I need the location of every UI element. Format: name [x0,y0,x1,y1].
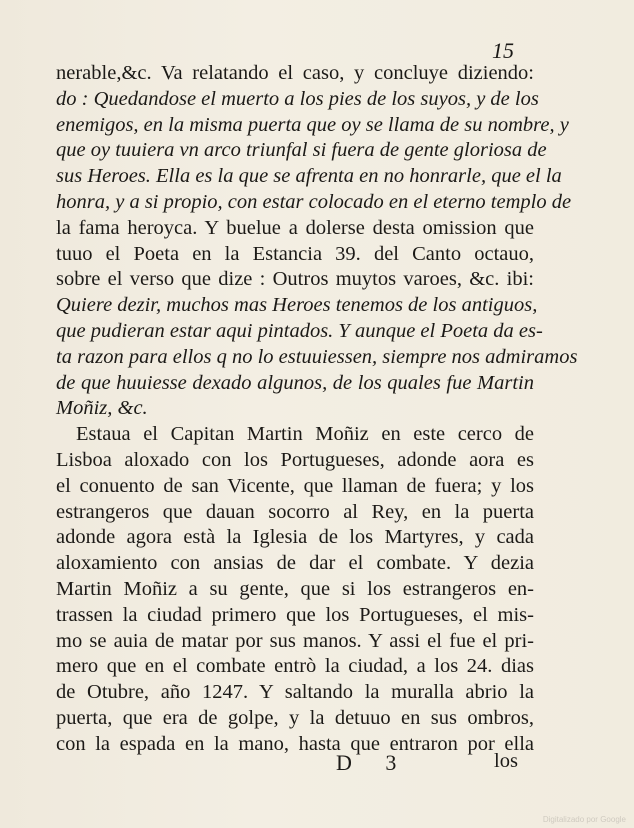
text-line: mero que en el combate entrò la ciudad, a los 24. dias [56,655,534,677]
text-line: la fama heroyca. Y buelue a dolerse desta omission que [56,217,534,239]
text-line: mo se auia de matar por sus manos. Y assi el fue el pri- [56,630,534,652]
text-line: de que huuiesse dexado algunos, de los quales fue Martin [56,372,534,394]
text-line: honra, y a si propio, con estar colocado en el eterno templo de [56,191,572,213]
text-line: ta razon para ellos q no lo estuuiessen, siempre nos admiramos [56,346,578,368]
text-line: sus Heroes. Ella es la que se afrenta en no honrarle, que el la [56,165,562,187]
text-line: sobre el verso que dize : Outros muytos varoes, &c. ibi: [56,268,534,290]
signature-mark: D 3 [336,750,411,775]
text-line: Moñiz, &c. [56,397,148,419]
text-line: Estaua el Capitan Martin Moñiz en este cerco de [76,423,534,445]
text-line: estrangeros que dauan socorro al Rey, en la puerta [56,501,534,523]
text-line: el conuento de san Vicente, que llaman de fuera; y los [56,475,534,497]
text-line: de Otubre, año 1247. Y saltando la muralla abrio la [56,681,534,703]
watermark: Digitalizado por Google [542,815,626,824]
text-line: que oy tuuiera vn arco triunfal si fuera de gente gloriosa de [56,139,547,161]
text-line: Quiere dezir, muchos mas Heroes tenemos de los antiguos, [56,294,538,316]
text-line: que pudieran estar aqui pintados. Y aunque el Poeta da es- [56,320,543,342]
text-line: puerta, que era de golpe, y la detuuo en sus ombros, [56,707,534,729]
text-line: nerable,&c. Va relatando el caso, y concluye diziendo: [56,62,534,84]
text-line: tuuo el Poeta en la Estancia 39. del Canto octauo, [56,243,534,265]
text-line: aloxamiento con ansias de dar el combate. Y dezia [56,552,534,574]
text-line: Martin Moñiz a su gente, que si los estrangeros en- [56,578,534,600]
catchword: los [494,750,518,772]
text-line: Lisboa aloxado con los Portugueses, adonde aora es [56,449,534,471]
text-line: adonde agora està la Iglesia de los Martyres, y cada [56,526,534,548]
text-line: do : Quedandose el muerto a los pies de los suyos, y de los [56,88,539,110]
text-line: trassen la ciudad primero que los Portugueses, el mis- [56,604,534,626]
text-line: enemigos, en la misma puerta que oy se llama de su nombre, y [56,114,569,136]
page-number: 15 [492,38,514,63]
text-line: con la espada en la mano, hasta que entraron por ella [56,733,534,755]
